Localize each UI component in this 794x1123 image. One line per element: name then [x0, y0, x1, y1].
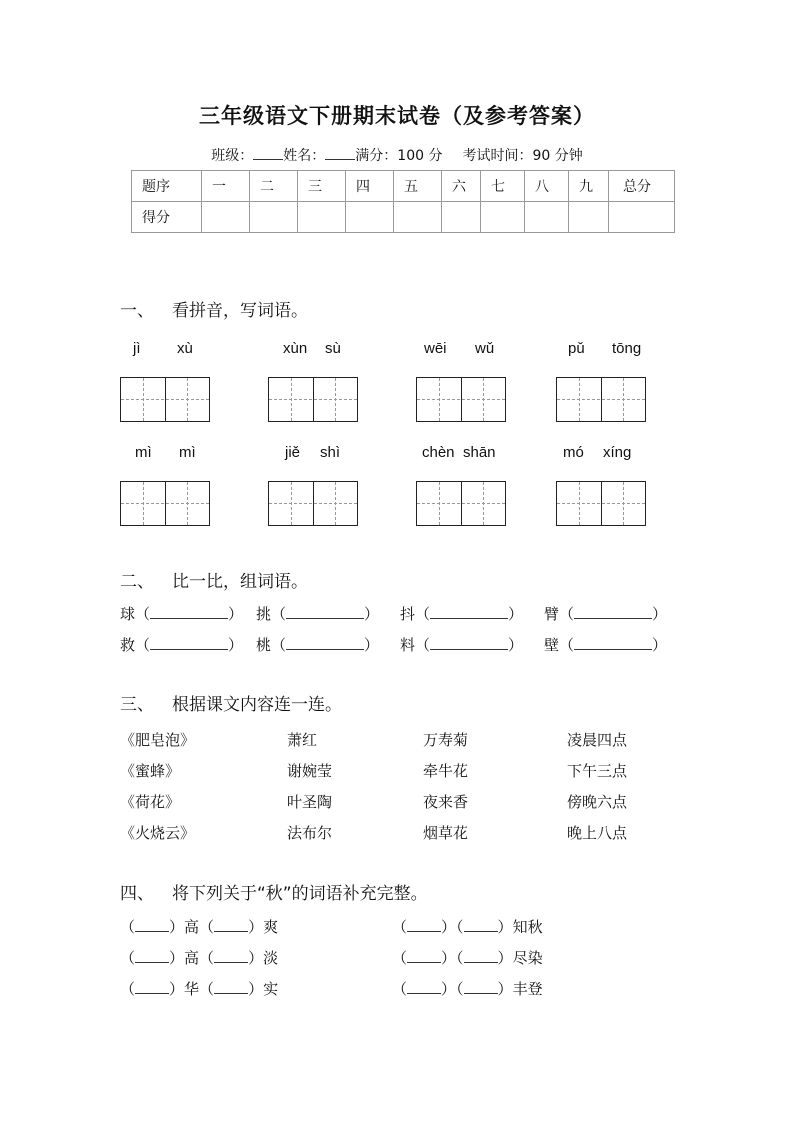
score-header-cell: 三 [298, 171, 346, 202]
word-group-item: 桃（ ） [256, 636, 380, 654]
writing-box[interactable] [120, 377, 210, 422]
score-header-cell: 八 [525, 171, 569, 202]
answer-blank[interactable] [214, 948, 248, 963]
writing-box[interactable] [556, 377, 646, 422]
section-number: 一、 [120, 301, 154, 321]
idiom-item: （ ）高（ ）淡 [120, 949, 279, 967]
section-number: 二、 [120, 572, 154, 592]
score-header-cell: 二 [250, 171, 298, 202]
score-header-cell: 七 [481, 171, 525, 202]
score-header-cell: 九 [569, 171, 609, 202]
score-cell[interactable] [394, 202, 442, 233]
answer-blank[interactable] [407, 917, 441, 932]
idiom-item: （ ）（ ）尽染 [392, 949, 543, 967]
score-header-cell: 一 [202, 171, 250, 202]
answer-blank[interactable] [464, 917, 498, 932]
pinyin: chèn [422, 444, 455, 461]
score-row-label: 得分 [132, 202, 202, 233]
answer-blank[interactable] [135, 979, 169, 994]
match-text[interactable]: 法布尔 [287, 824, 333, 842]
match-text[interactable]: 《肥皂泡》 [120, 731, 196, 749]
answer-blank[interactable] [135, 948, 169, 963]
match-text[interactable]: 《蜜蜂》 [120, 762, 181, 780]
score-header-cell: 总分 [609, 171, 675, 202]
word-group-item: 挑（ ） [256, 605, 380, 623]
page-title: 三年级语文下册期末试卷（及参考答案） [199, 104, 595, 128]
pinyin: pǔ [568, 340, 585, 357]
section-1-heading [120, 296, 308, 321]
word-group-item: 救（ ） [120, 636, 244, 654]
answer-blank[interactable] [407, 948, 441, 963]
pinyin: sù [325, 340, 341, 357]
answer-blank[interactable] [150, 604, 228, 619]
writing-box[interactable] [416, 377, 506, 422]
answer-blank[interactable] [430, 635, 508, 650]
answer-blank[interactable] [430, 604, 508, 619]
match-text[interactable]: 《荷花》 [120, 793, 181, 811]
answer-blank[interactable] [286, 635, 364, 650]
match-text[interactable]: 萧红 [287, 731, 318, 749]
answer-blank[interactable] [214, 979, 248, 994]
section-4-heading [120, 879, 428, 904]
score-cell[interactable] [609, 202, 675, 233]
pinyin: xùn [283, 340, 308, 357]
score-cell[interactable] [481, 202, 525, 233]
score-cell[interactable] [442, 202, 481, 233]
pinyin: xù [177, 340, 193, 357]
score-cell[interactable] [525, 202, 569, 233]
section-title: 比一比，组词语。 [172, 572, 308, 592]
score-table [131, 170, 675, 233]
pinyin: mì [135, 444, 152, 461]
match-text[interactable]: 万寿菊 [423, 731, 469, 749]
pinyin: shān [463, 444, 496, 461]
writing-box[interactable] [416, 481, 506, 526]
score-header-cell: 五 [394, 171, 442, 202]
pinyin: wēi [424, 340, 447, 357]
exam-info [0, 145, 794, 165]
writing-box[interactable] [268, 377, 358, 422]
match-text[interactable]: 谢婉莹 [287, 762, 333, 780]
answer-blank[interactable] [464, 948, 498, 963]
match-text[interactable]: 晚上八点 [567, 824, 628, 842]
word-group-item: 球（ ） [120, 605, 244, 623]
word-group-item: 壁（ ） [544, 636, 668, 654]
match-text[interactable]: 叶圣陶 [287, 793, 333, 811]
section-number: 四、 [120, 884, 154, 904]
answer-blank[interactable] [150, 635, 228, 650]
score-cell[interactable] [346, 202, 394, 233]
section-2-heading [120, 567, 308, 592]
full-score: 满分：100 分 [355, 148, 443, 164]
answer-blank[interactable] [464, 979, 498, 994]
name-blank[interactable] [325, 147, 355, 160]
section-title: 看拼音，写词语。 [172, 301, 308, 321]
score-cell[interactable] [569, 202, 609, 233]
pinyin: mó [563, 444, 584, 461]
score-row [132, 202, 675, 233]
word-group-item: 料（ ） [400, 636, 524, 654]
section-3-heading [120, 690, 342, 715]
score-header-cell: 四 [346, 171, 394, 202]
match-text[interactable]: 下午三点 [567, 762, 628, 780]
section-title: 将下列关于“秋”的词语补充完整。 [172, 884, 428, 904]
exam-time: 考试时间：90 分钟 [462, 148, 583, 164]
pinyin: xíng [603, 444, 632, 461]
score-header-cell: 题序 [132, 171, 202, 202]
writing-box[interactable] [556, 481, 646, 526]
word-group-item: 臂（ ） [544, 605, 668, 623]
answer-blank[interactable] [135, 917, 169, 932]
match-text[interactable]: 傍晚六点 [567, 793, 628, 811]
answer-blank[interactable] [286, 604, 364, 619]
pinyin: mì [179, 444, 196, 461]
match-text[interactable]: 凌晨四点 [567, 731, 628, 749]
score-cell[interactable] [298, 202, 346, 233]
idiom-item: （ ）高（ ）爽 [120, 918, 279, 936]
pinyin: jiě [285, 444, 301, 461]
match-text[interactable]: 烟草花 [423, 824, 469, 842]
pinyin: jì [133, 340, 141, 357]
answer-blank[interactable] [574, 635, 652, 650]
match-text[interactable]: 《火烧云》 [120, 824, 196, 842]
answer-blank[interactable] [407, 979, 441, 994]
score-cell[interactable] [250, 202, 298, 233]
answer-blank[interactable] [574, 604, 652, 619]
match-text[interactable]: 夜来香 [423, 793, 469, 811]
idiom-item: （ ）（ ）丰登 [392, 980, 543, 998]
class-label: 班级： [211, 148, 254, 164]
score-header-cell: 六 [442, 171, 481, 202]
pinyin: shì [320, 444, 341, 461]
writing-box[interactable] [120, 481, 210, 526]
word-group-item: 抖（ ） [400, 605, 524, 623]
idiom-item: （ ）（ ）知秋 [392, 918, 543, 936]
section-title: 根据课文内容连一连。 [172, 695, 342, 715]
idiom-item: （ ）华（ ）实 [120, 980, 279, 998]
score-cell[interactable] [202, 202, 250, 233]
score-header-row [132, 171, 675, 202]
writing-box[interactable] [268, 481, 358, 526]
pinyin: tōng [612, 340, 642, 357]
class-blank[interactable] [253, 147, 283, 160]
section-number: 三、 [120, 695, 154, 715]
pinyin: wǔ [475, 340, 495, 357]
answer-blank[interactable] [214, 917, 248, 932]
match-text[interactable]: 牵牛花 [423, 762, 469, 780]
name-label: 姓名： [283, 148, 326, 164]
